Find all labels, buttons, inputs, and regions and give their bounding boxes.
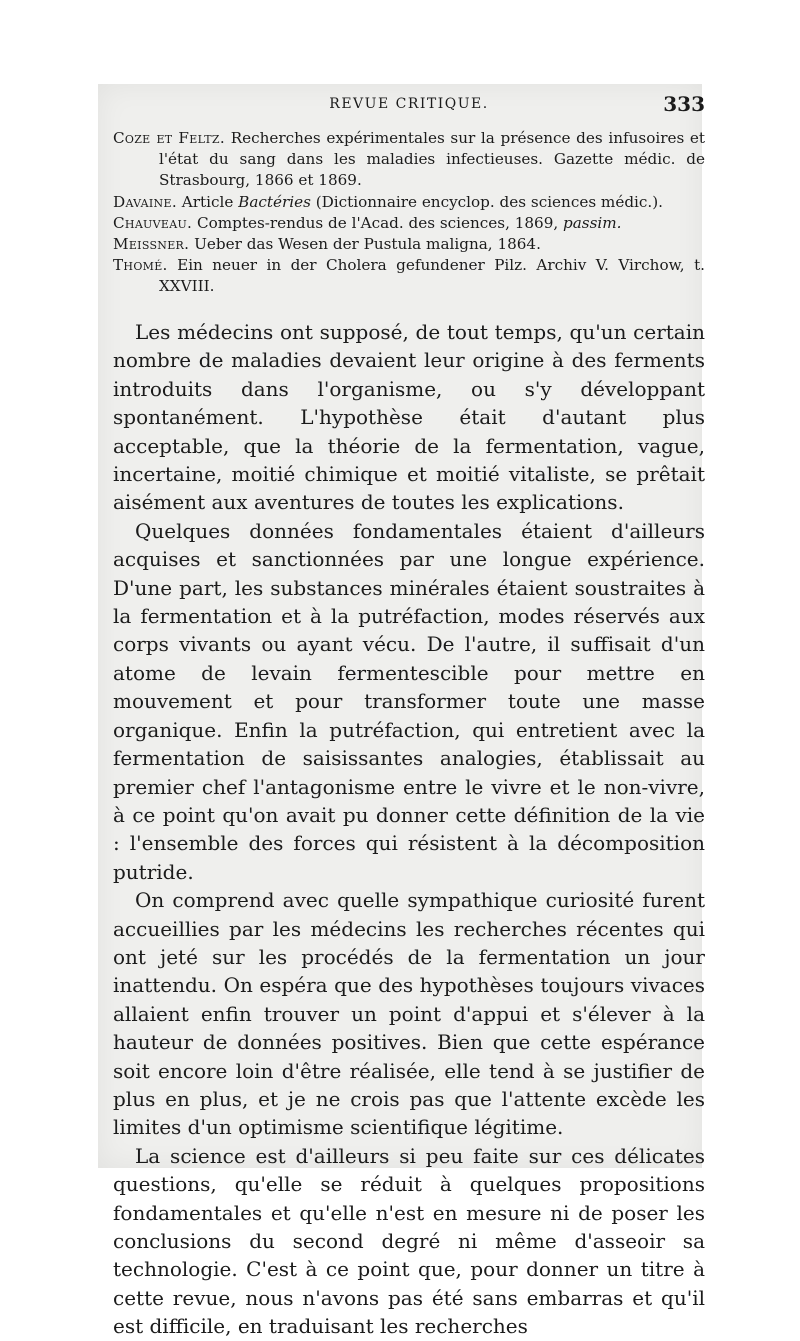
running-head: REVUE CRITIQUE. [329, 96, 489, 112]
reference-text: Recherches expérimentales sur la présence des infusoires et l'état du sang dans les maladies infectieuses. Gazette médic. de Strasbourg, 1866 et 1869. [159, 129, 706, 190]
paragraph: Quelques données fondamentales étaient d'ailleurs acquises et sanctionnées par une longue expérience. D'une part, les substances minérales étaient soustraites à la fermentation et à la putréfaction, modes réservés aux corps vivants ou ayant vécu. De l'autre, il suffisait d'un atome de levain fermentescible pour mettre en mouvement et pour transformer toute une masse organique. Enfin la putréfaction, qui entretient avec la fermentation de saisissantes analogies, établissait au premier chef l'antagonisme entre le vivre et le non-vivre, à ce point qu'on avait pu donner cette définition de la vie : l'ensemble des forces qui résistent à la décomposition putride. [113, 518, 705, 884]
reference-entry [113, 255, 705, 297]
reference-author: Davaine. [113, 192, 177, 211]
page-header [113, 92, 705, 122]
reference-text: Ein neuer in der Cholera gefundener Pilz. Archiv V. Virchow, t. XXVIII. [159, 256, 705, 296]
reference-author: Coze et Feltz. [113, 129, 226, 147]
reference-author: Meissner. [113, 235, 190, 254]
reference-entry [113, 234, 705, 255]
reference-entry [113, 128, 705, 192]
reference-text [197, 214, 622, 232]
reference-italic: Bactéries [238, 192, 311, 211]
paragraph: On comprend avec quelle sympathique curiosité furent accueillies par les médecins les recherches récentes qui ont jeté sur les procédés de la fermentation un jour inattendu. On espéra que des hypothèses toujours vivaces allaient enfin trouver un point d'appui et s'élever à la hauteur de données positives. Bien que cette espérance soit encore loin d'être réalisée, elle tend à se justifier de plus en plus, et je ne crois pas que l'attente excède les limites d'un optimisme scientifique légitime. [113, 888, 705, 1140]
reference-text-after: (Dictionnaire encyclop. des sciences médic.). [310, 192, 663, 211]
paragraph: La science est d'ailleurs si peu faite sur ces délicates questions, qu'elle se réduit à quelques propositions fondamentales et qu'elle n'est en mesure ni de poser les conclusions du second degré ni même d'asseoir sa technologie. C'est à ce point que, pour donner un titre à cette revue, nous n'avons pas été sans embarras et qu'il est difficile, en traduisant les recherches [113, 1143, 705, 1339]
reference-author: Thomé. [113, 256, 168, 275]
body-text [113, 318, 705, 1341]
page-number: 333 [663, 92, 705, 116]
reference-text-before: Comptes-rendus de l'Acad. des sciences, 1869, [196, 213, 564, 232]
paragraph: Les médecins ont supposé, de tout temps, qu'un certain nombre de maladies devaient leur origine à des ferments introduits dans l'organisme, ou s'y développant spontanément. L'hypothèse était d'autant plus acceptable, que la théorie de la fermentation, vague, incertaine, moitié chimique et moitié vitaliste, se prêtait aisément aux aventures de toutes les explications. [113, 320, 705, 515]
reference-text-before: Article [181, 192, 239, 211]
reference-text [182, 193, 663, 211]
reference-entry [113, 213, 705, 234]
bibliography [113, 128, 705, 298]
reference-entry [113, 192, 705, 213]
reference-text: Ueber das Wesen der Pustula maligna, 1864. [194, 235, 541, 254]
reference-italic: passim. [563, 213, 622, 232]
reference-author: Chauveau. [113, 213, 193, 232]
